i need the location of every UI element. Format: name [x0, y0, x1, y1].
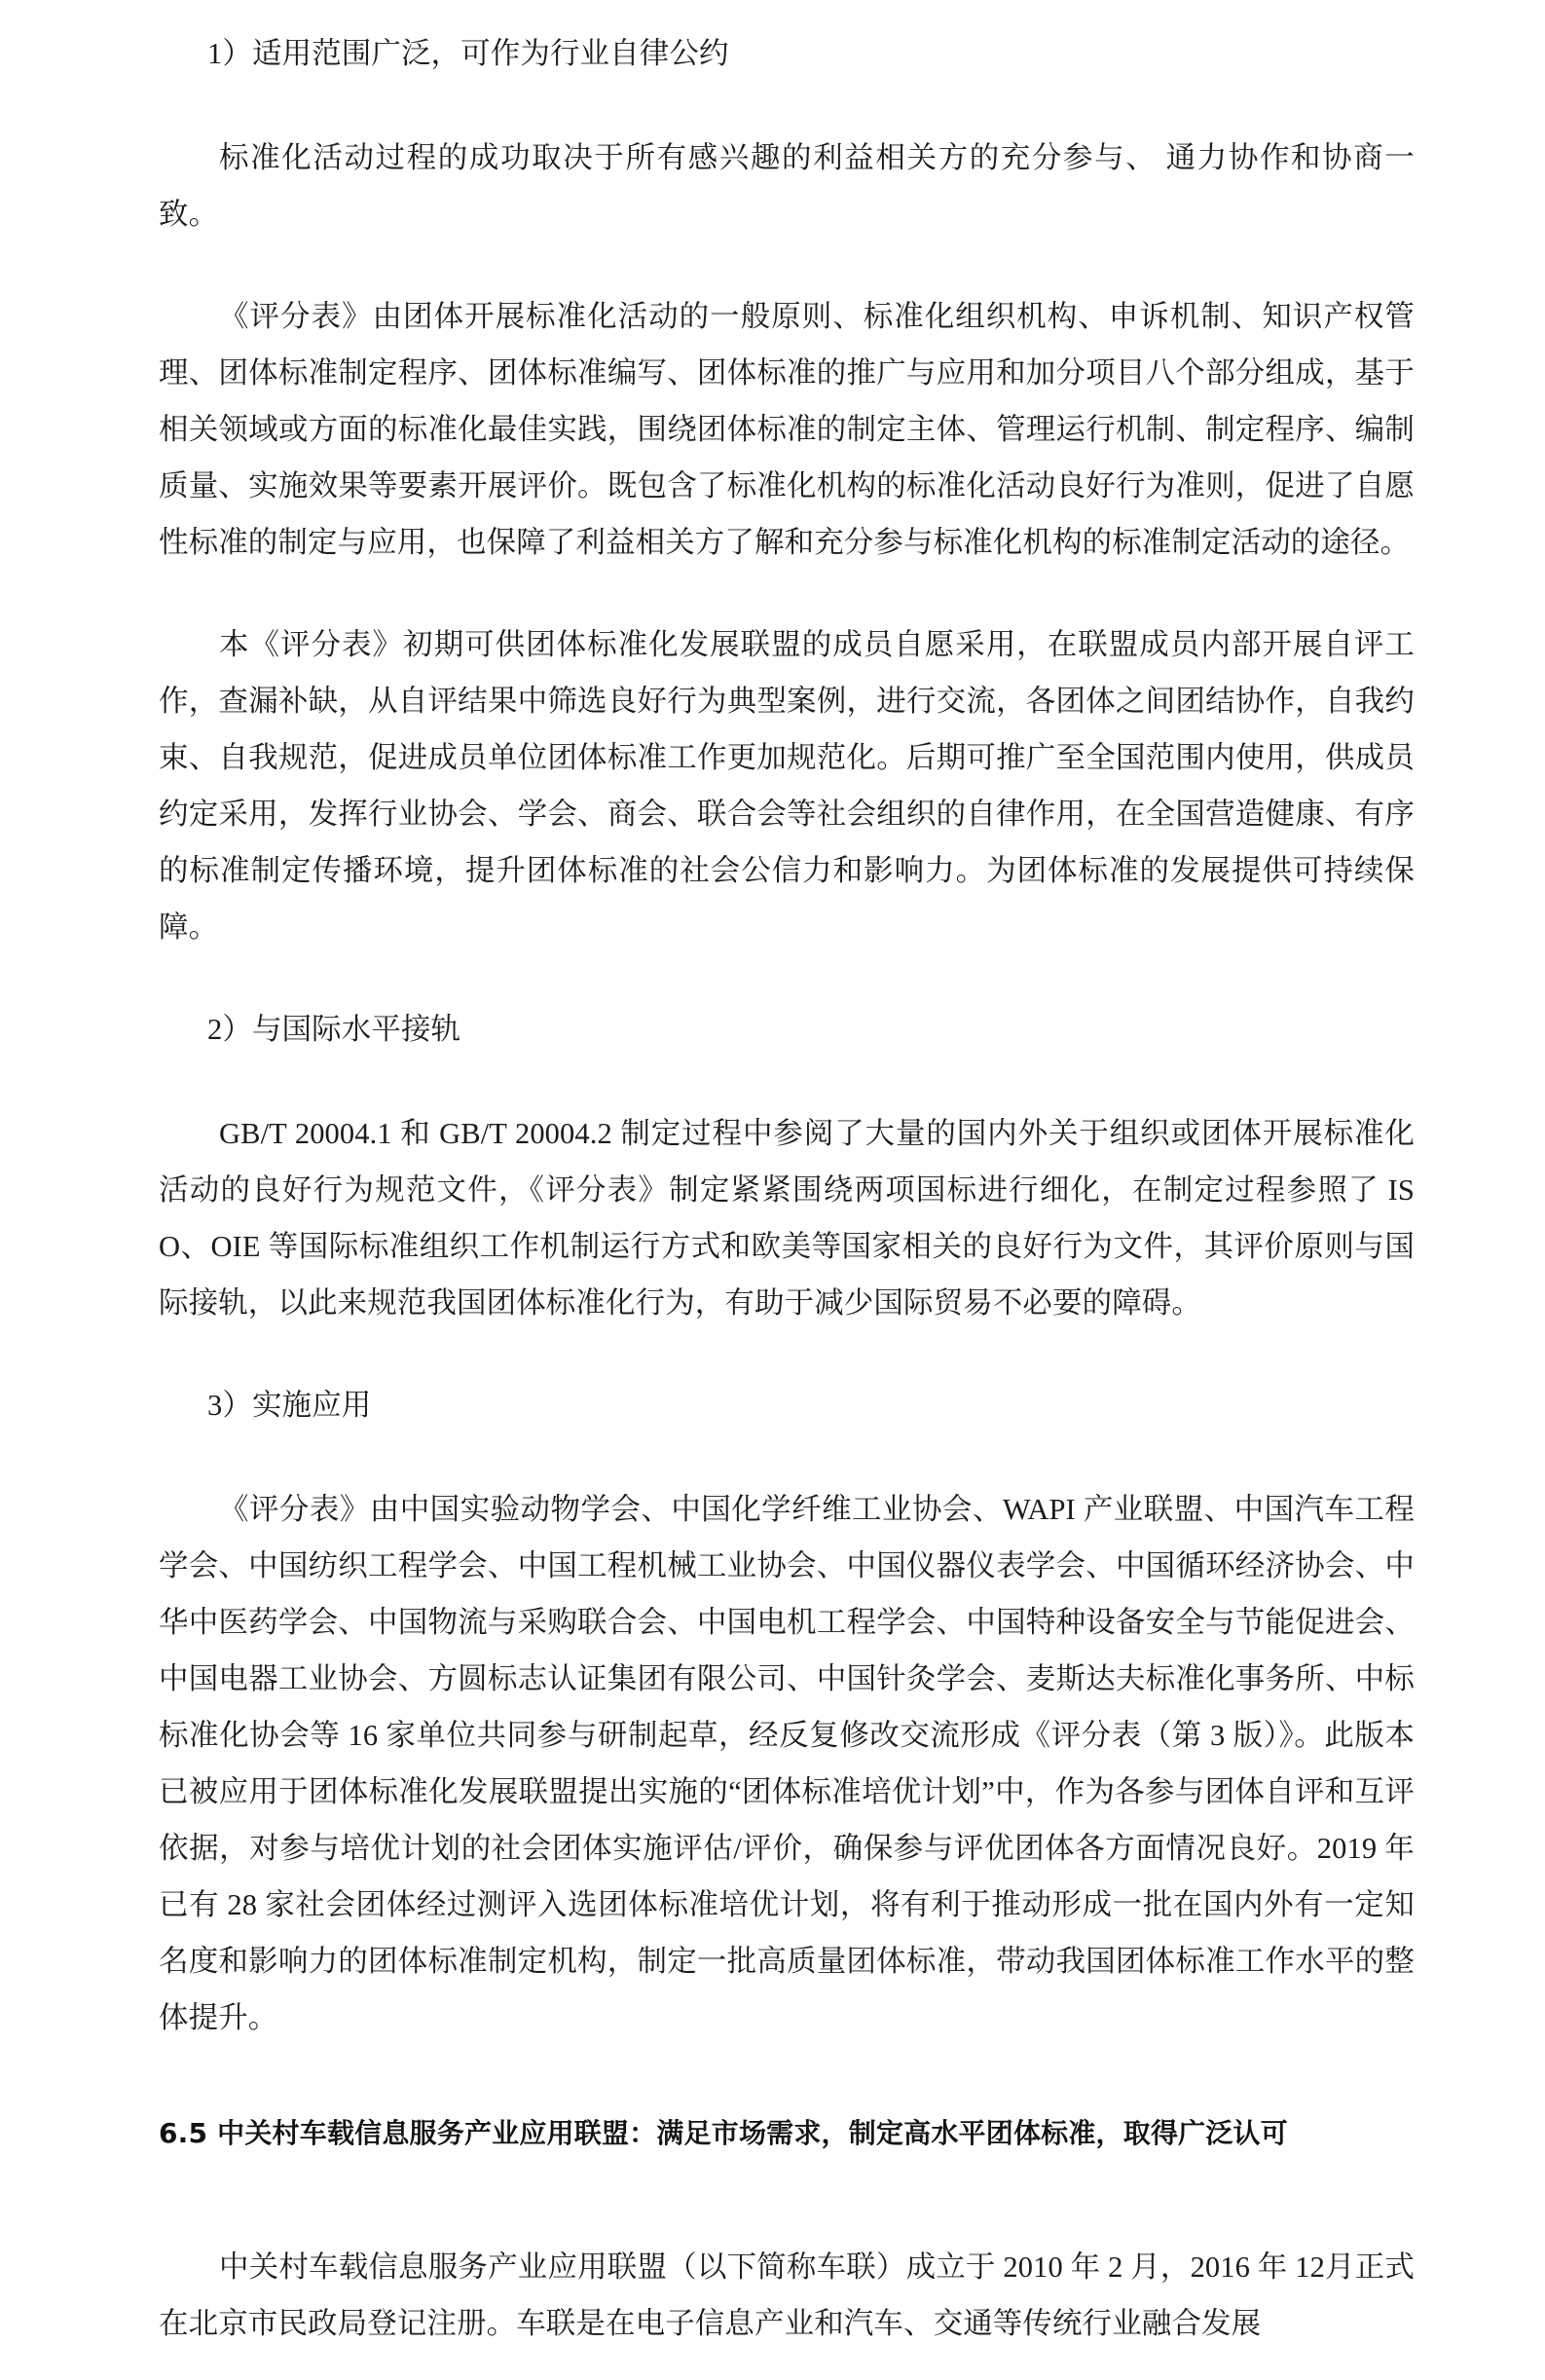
paragraph-international-alignment: GB/T 20004.1 和 GB/T 20004.2 制定过程中参阅了大量的国内外关于组织或团体开展标准化活动的良好行为规范文件，《评分表》制定紧紧围绕两项国标进行细化，在制定过程参照了 ISO、OIE 等国际标准组织工作机制运行方式和欧美等国家相关的良好行为文件，其评价原则与国际接轨，以此来规范我国团体标准化行为，有助于减少国际贸易不必要的障碍。 [159, 1117, 1415, 1320]
spacer [159, 2074, 1415, 2107]
list-item-heading-1: 1）适用范围广泛，可作为行业自律公约 [207, 37, 729, 70]
spacer [159, 112, 1415, 130]
paragraph-implementation-participants: 《评分表》由中国实验动物学会、中国化学纤维工业协会、WAPI 产业联盟、中国汽车工程学会、中国纺织工程学会、中国工程机械工业协会、中国仪器仪表学会、中国循环经济协会、中华中医药学会、中国物流与采购联合会、中国电机工程学会、中国特种设备安全与节能促进会、中国电器工业协会、方圆标志认证集团有限公司、中国针灸学会、麦斯达夫标准化事务所、中标标准化协会等 16 家单位共同参与研制起草，经反复修改交流形成《评分表（第 3 版）》。此版本已被应用于团体标准化发展联盟提出实施的“团体标准培优计划”中，作为各参与团体自评和互评依据，对参与培优计划的社会团体实施评估/评价，确保参与评优团体各方面情况良好。2019 年已有 28 家社会团体经过测评入选团体标准培优计划，将有利于推动形成一批在国内外有一定知名度和影响力的团体标准制定机构，制定一批高质量团体标准，带动我国团体标准工作水平的整体提升。 [159, 1493, 1415, 2034]
list-item-heading-2: 2）与国际水平接轨 [207, 1013, 461, 1046]
spacer [159, 599, 1415, 616]
paragraph-standardization-success: 标准化活动过程的成功取决于所有感兴趣的利益相关方的充分参与、 通力协作和协商一致。 [159, 141, 1415, 231]
spacer [159, 2184, 1415, 2239]
spacer [159, 1088, 1415, 1105]
page-content-column [159, 0, 1415, 2380]
paragraph-scoresheet-composition: 《评分表》由团体开展标准化活动的一般原则、标准化组织机构、申诉机制、知识产权管理、团体标准制定程序、团体标准编写、团体标准的推广与应用和加分项目八个部分组成，基于相关领域或方面的标准化最佳实践，围绕团体标准的制定主体、管理运行机制、制定程序、编制质量、实施效果等要素开展评价。既包含了标准化机构的标准化活动良好行为准则，促进了自愿性标准的制定与应用，也保障了利益相关方了解和充分参与标准化机构的标准制定活动的途径。 [159, 300, 1415, 559]
paragraph-scoresheet-adoption: 本《评分表》初期可供团体标准化发展联盟的成员自愿采用，在联盟成员内部开展自评工作，查漏补缺，从自评结果中筛选良好行为典型案例，进行交流，各团体之间团结协作，自我约束、自我规范，促进成员单位团体标准工作更加规范化。后期可推广至全国范围内使用，供成员约定采用，发挥行业协会、学会、商会、联合会等社会组织的自律作用，在全国营造健康、有序的标准制定传播环境，提升团体标准的社会公信力和影响力。为团体标准的发展提供可持续保障。 [159, 628, 1415, 944]
spacer [159, 271, 1415, 288]
list-item-heading-3: 3）实施应用 [207, 1389, 372, 1422]
section-heading-6-5: 6.5 中关村车载信息服务产业应用联盟：满足市场需求，制定高水平团体标准，取得广泛认可 [159, 2117, 1288, 2149]
spacer [159, 984, 1415, 1001]
paragraph-chelian-intro: 中关村车载信息服务产业应用联盟（以下简称车联）成立于 2010 年 2 月，2016 年 12月正式在北京市民政局登记注册。车联是在电子信息产业和汽车、交通等传统行业融合发展 [159, 2250, 1415, 2340]
spacer [159, 1464, 1415, 1481]
spacer [159, 1359, 1415, 1377]
